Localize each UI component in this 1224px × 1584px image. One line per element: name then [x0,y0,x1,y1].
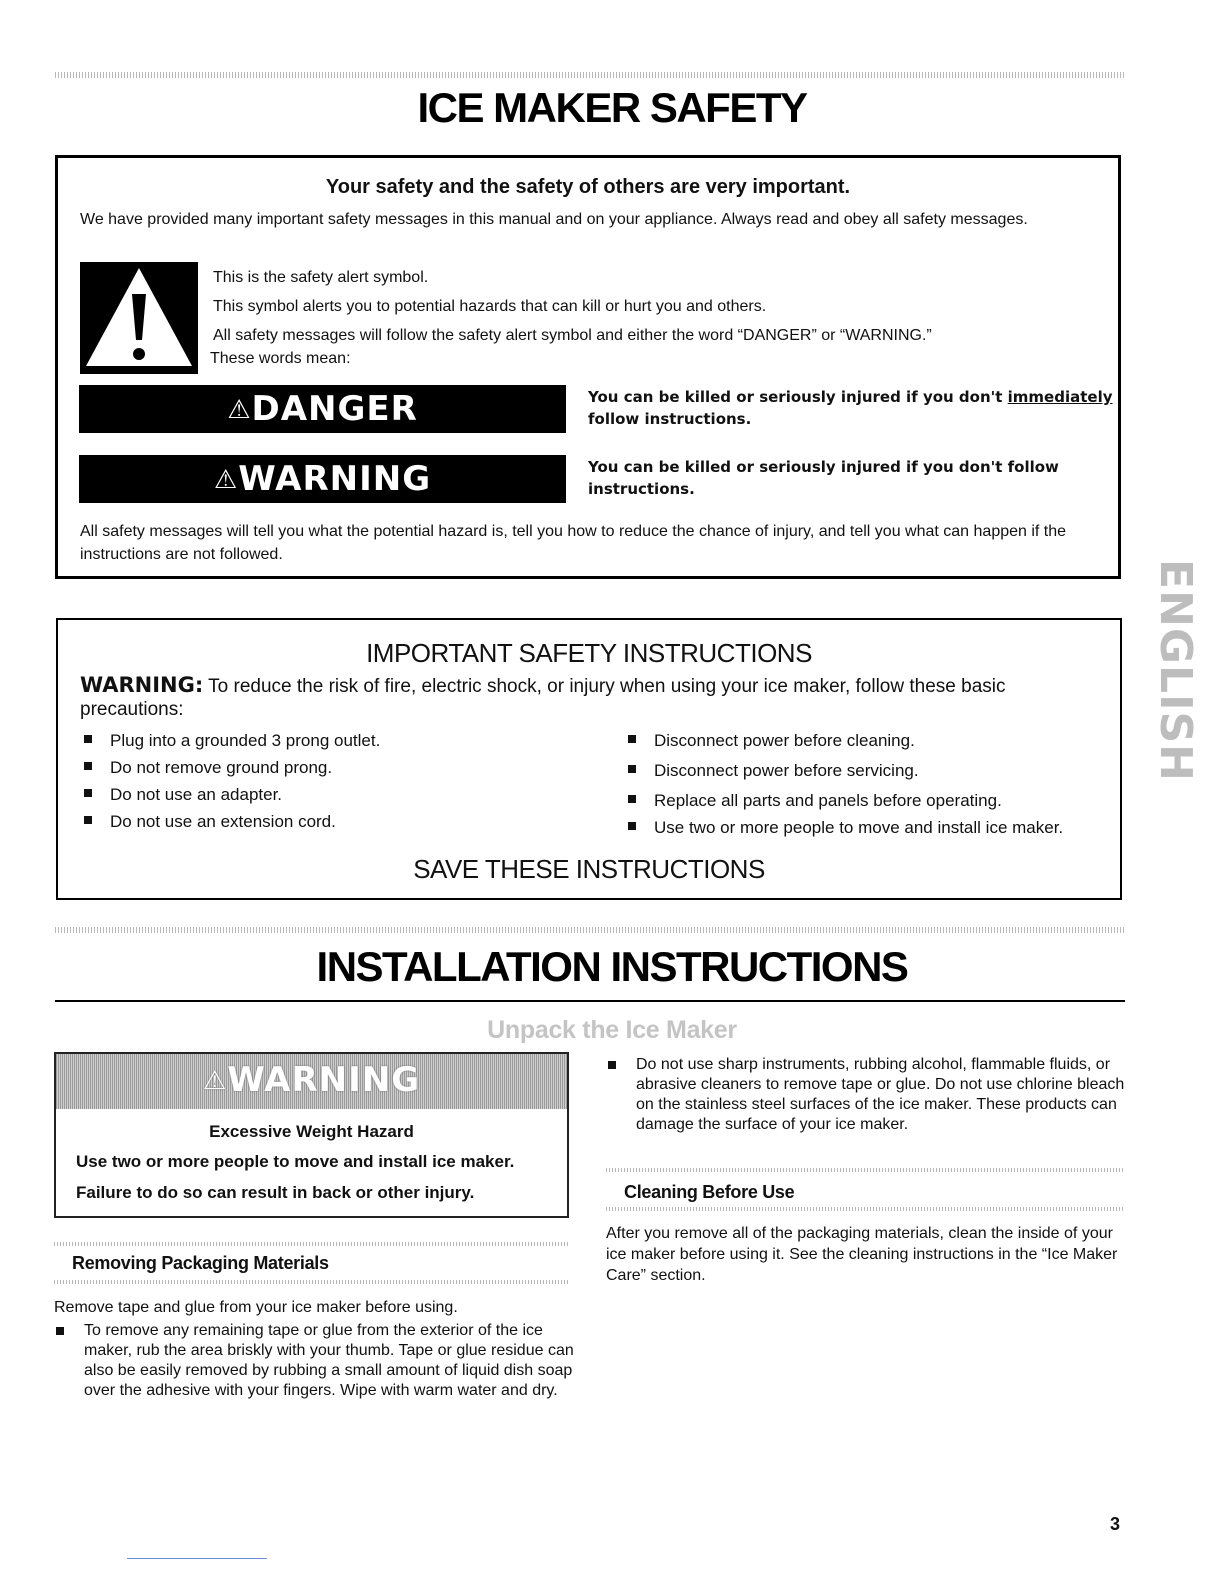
alert-line-2: This symbol alerts you to potential hazards that can kill or hurt you and others. [213,298,767,315]
safety-alert-symbol [80,262,198,374]
danger-text-a: You can be killed or seriously injured if you don't [588,388,1008,406]
save-instructions: SAVE THESE INSTRUCTIONS [413,854,765,884]
installation-title: INSTALLATION INSTRUCTIONS [316,943,908,990]
bullet-text: Disconnect power before cleaning. [654,731,915,750]
mid-rule [55,927,1125,933]
right-item-4 [628,817,1063,839]
bullet-text: Replace all parts and panels before operating. [654,791,1002,810]
warning-word: WARNING: [80,673,204,697]
hazard-line-2: Failure to do so can result in back or other injury. [76,1183,475,1202]
cleaning-top-rule [606,1168,1125,1172]
warning-banner-text [203,1060,420,1100]
safety-box [55,155,1121,579]
danger-banner [79,385,566,433]
bullet-icon [84,789,92,797]
warning-banner [79,455,566,503]
right-bullet-text: Do not use sharp instruments, rubbing alcohol, flammable fluids, or abrasive cleaners to remove tape or glue. Do not use chlorine bleach on the stainless steel surfaces of the ice maker. These products can damage the surface of your ice maker. [636,1056,1125,1133]
bullet-icon [608,1061,616,1069]
warning-sentence: To reduce the risk of fire, electric shock, or injury when using your ice maker, follow these basic [203,676,1006,697]
warning-text-b: instructions. [588,480,695,498]
cleaning-text: After you remove all of the packaging materials, clean the inside of your ice maker before using it. See the cleaning instructions in the “Ice Maker Care” section. [606,1225,1118,1284]
warning-sentence-2: precautions: [80,699,184,720]
top-rule [55,72,1125,78]
alert-triangle-icon: ⚠ [202,1066,228,1096]
warning-text [588,456,1059,500]
left-item-2 [84,757,332,779]
important-heading: IMPORTANT SAFETY INSTRUCTIONS [366,638,812,668]
right-bullet [606,1055,1126,1135]
alert-triangle-icon: ⚠ [227,395,252,425]
bullet-icon [628,795,636,803]
side-tab-label: ENGLISH [1149,558,1201,782]
bullet-icon [56,1327,64,1335]
important-warning [80,674,1110,721]
removing-intro: Remove tape and glue from your ice maker before using. [54,1299,458,1316]
bullet-icon [628,822,636,830]
bullet-text: Do not remove ground prong. [110,758,333,777]
bullet-icon [84,762,92,770]
cleaning-bottom-rule [606,1207,1125,1211]
removing-bullet [54,1321,574,1401]
right-item-2 [628,760,919,782]
removing-heading: Removing Packaging Materials [72,1253,329,1273]
alert-line-3: All safety messages will follow the safety alert symbol and either the word “DANGER” or “WARNING.” [213,327,932,344]
bullet-text: Use two or more people to move and install ice maker. [654,818,1064,837]
removing-bullet-text: To remove any remaining tape or glue from the exterior of the ice maker, rub the area briskly with your thumb. Tape or glue residue can also be easily removed by rubbing a small amount of liquid dish soap over the adhesive with your fingers. Wipe with warm water and dry. [84,1322,574,1399]
left-item-3 [84,784,282,806]
ice-maker-safety-title: ICE MAKER SAFETY [417,84,807,131]
bullet-icon [84,735,92,743]
page-number: 3 [1110,1514,1121,1534]
warning-label: WARNING [238,459,432,499]
unpack-section-heading: Unpack the Ice Maker [487,1016,737,1044]
alert-line-4: These words mean: [210,350,351,367]
safety-box-heading: Your safety and the safety of others are very important. [325,176,851,198]
removing-bottom-rule [54,1280,569,1284]
safety-footer: All safety messages will tell you what the potential hazard is, tell you how to reduce the chance of injury, and tell you what can happen if the instructions are not followed. [80,523,1067,563]
removing-top-rule [54,1242,569,1246]
bullet-text: Disconnect power before servicing. [654,761,919,780]
right-item-1 [628,730,915,752]
alert-triangle-icon: ⚠ [213,465,239,495]
bullet-icon [628,735,636,743]
right-item-3 [628,790,1002,812]
bullet-icon [84,816,92,824]
hazard-line-1: Use two or more people to move and install ice maker. [76,1152,515,1171]
footer-link-line [127,1558,267,1559]
danger-text [588,386,1113,430]
install-title-rule [55,1000,1125,1002]
warning-triangle-icon [80,262,198,374]
alert-line-1: This is the safety alert symbol. [213,269,429,286]
cleaning-heading: Cleaning Before Use [624,1182,795,1202]
left-item-1 [84,730,380,752]
bullet-icon [628,765,636,773]
danger-text-underline: immediately [1007,388,1113,406]
bullet-text: Do not use an extension cord. [110,812,336,831]
warning-text-a: You can be killed or seriously injured if you don't follow [588,458,1059,476]
important-safety-box [56,618,1122,900]
warning-banner-gray [56,1054,567,1109]
safety-intro: We have provided many important safety messages in this manual and on your appliance. Always read and obey all safety messages. [80,211,1028,228]
weight-warning-box [54,1052,569,1218]
install-warning-label: WARNING [227,1060,421,1100]
left-item-4 [84,811,336,833]
side-tab-english [1149,558,1201,782]
bullet-text: Plug into a grounded 3 prong outlet. [110,731,381,750]
danger-label: DANGER [251,389,418,429]
danger-text-b: follow instructions. [588,410,752,428]
hazard-title: Excessive Weight Hazard [209,1122,414,1141]
bullet-text: Do not use an adapter. [110,785,283,804]
